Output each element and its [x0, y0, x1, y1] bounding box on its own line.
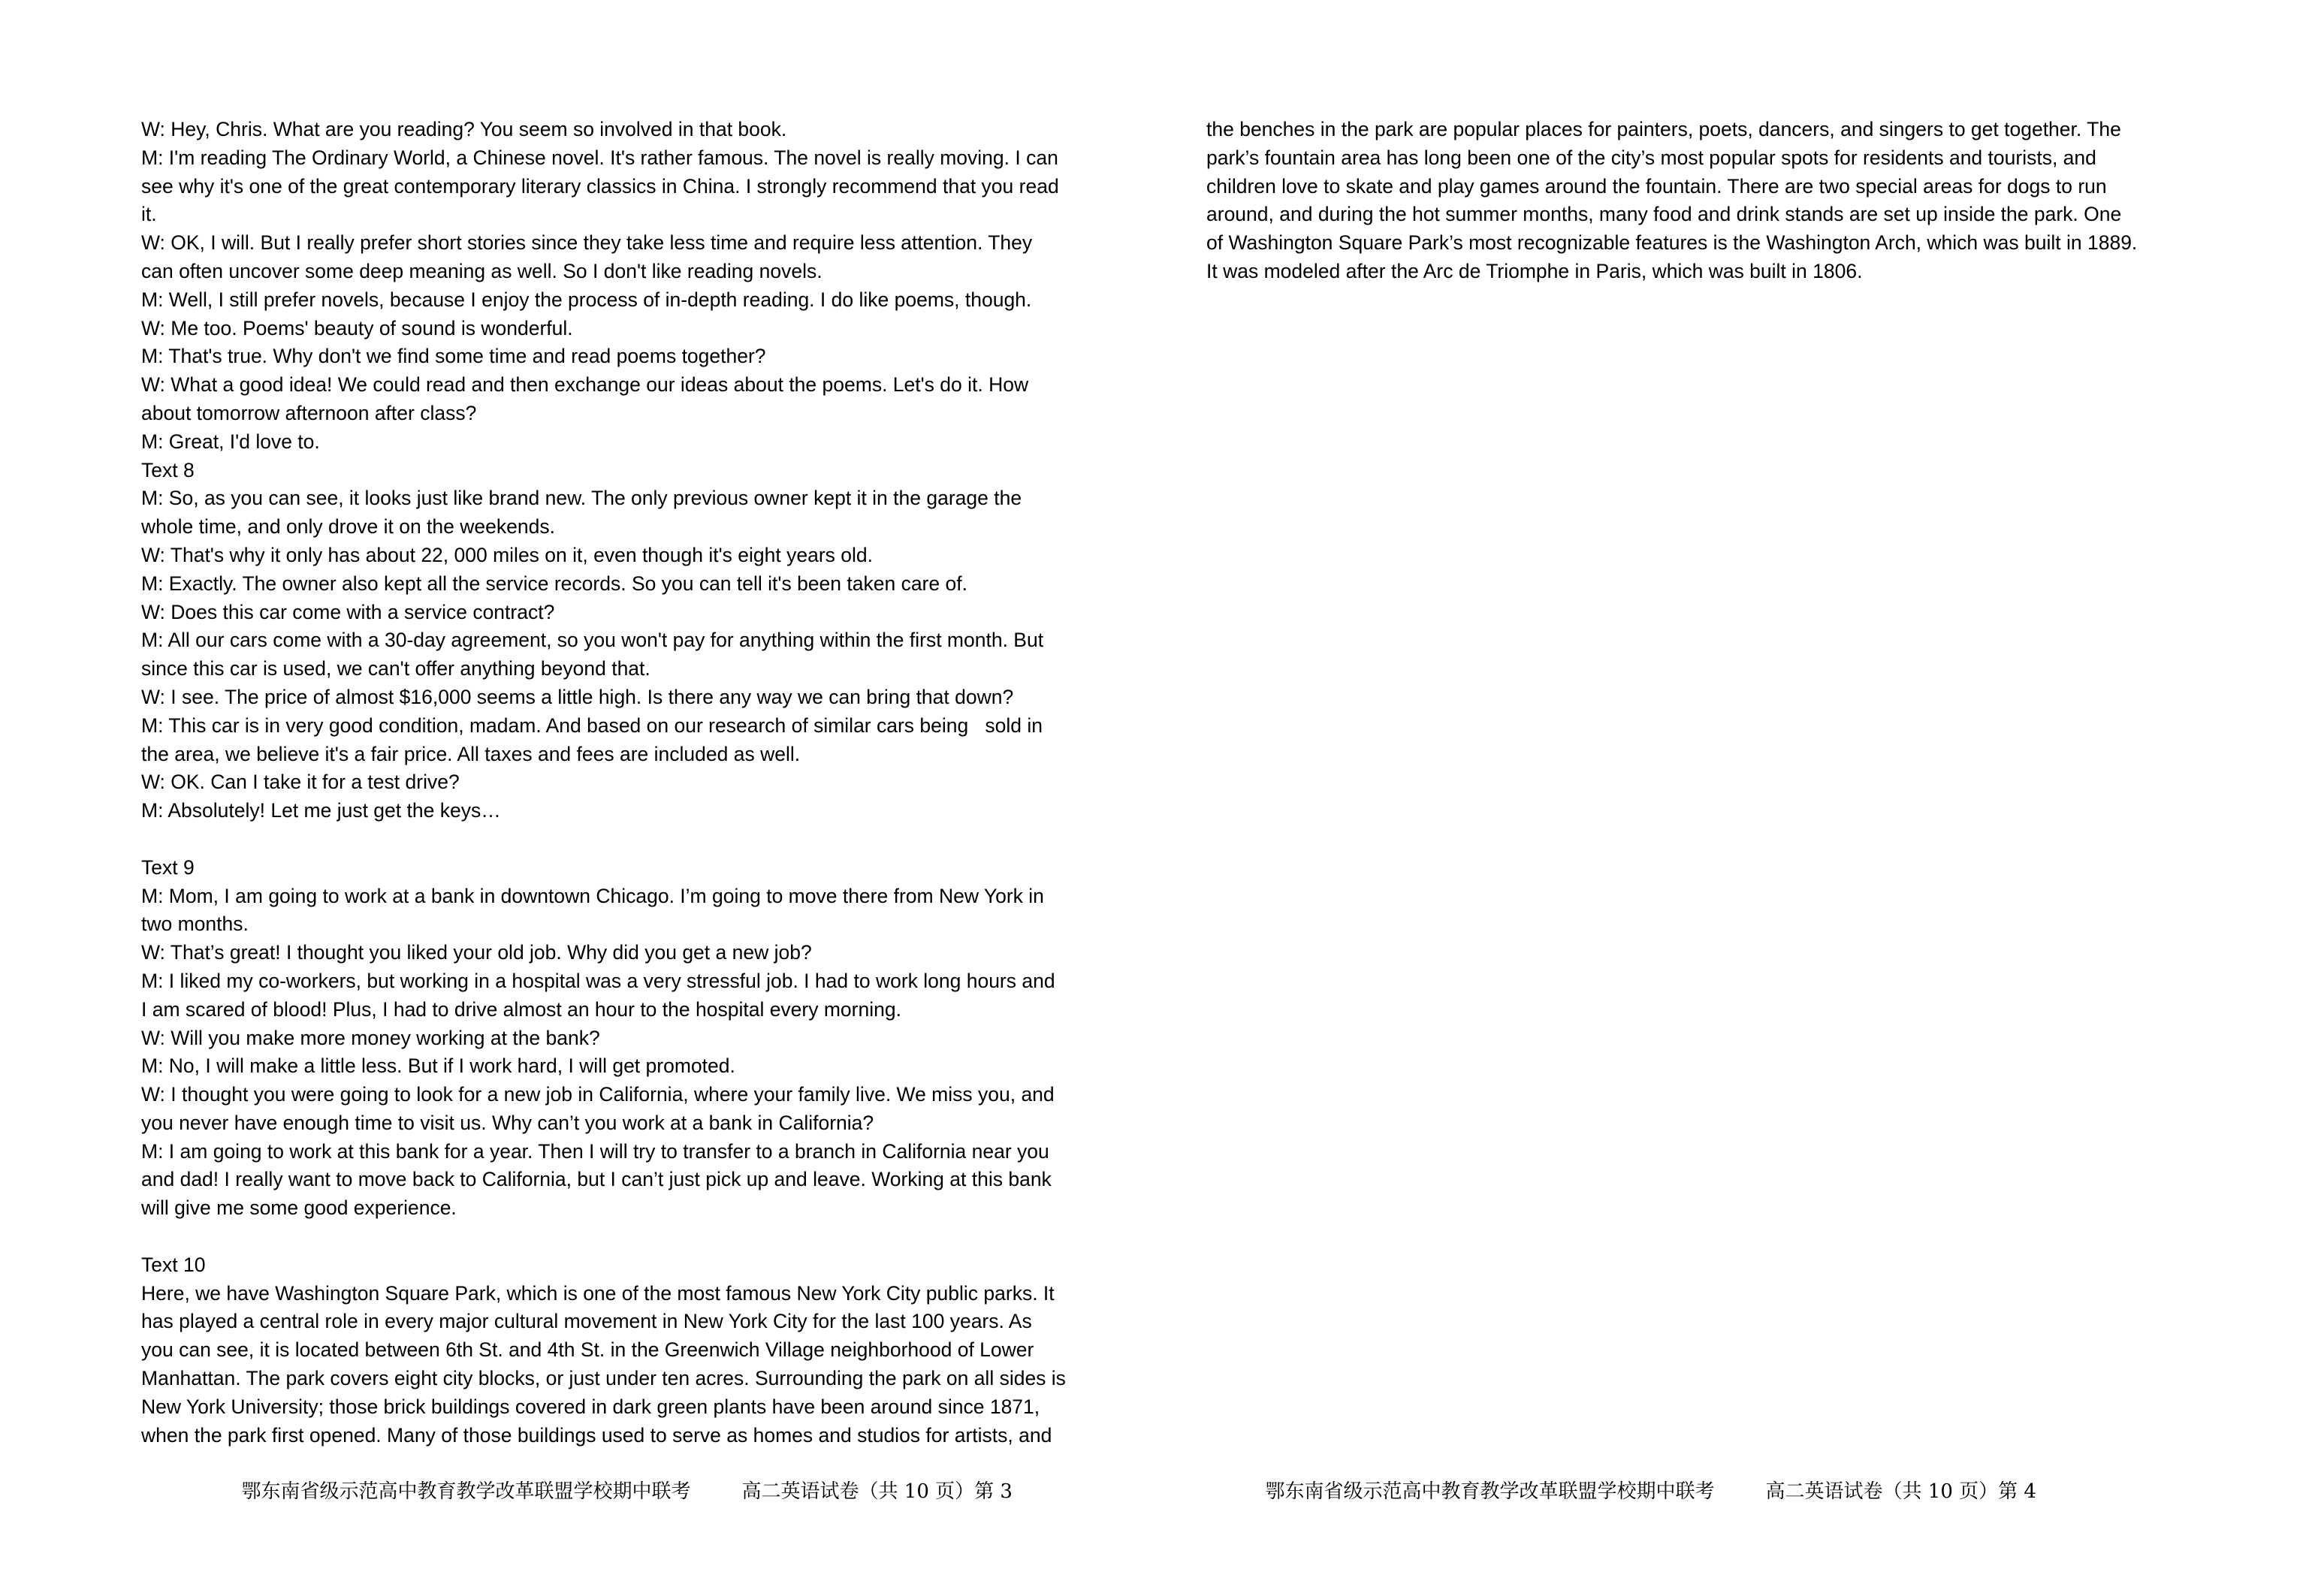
text-line: W: OK, I will. But I really prefer short stories since they take less time and require less attention. They — [141, 231, 1033, 255]
blank-line — [141, 825, 1140, 854]
text-line: has played a central role in every major cultural movement in New York City for the last 100 years. As — [141, 1310, 1032, 1333]
text-line: about tomorrow afternoon after class? — [141, 401, 477, 424]
text-line: W: Does this car come with a service contract? — [141, 600, 555, 623]
footer-school-name: 鄂东南省级示范高中教育教学改革联盟学校期中联考 — [241, 1480, 691, 1503]
text-line: it. — [141, 203, 157, 226]
page-4-text-column — [1206, 116, 2220, 286]
text-line: whole time, and only drove it on the weekends. — [141, 515, 555, 539]
footer-school-name: 鄂东南省级示范高中教育教学改革联盟学校期中联考 — [1265, 1480, 1715, 1503]
text-line: of Washington Square Park’s most recognizable features is the Washington Arch, which was built in 1889. — [1206, 231, 2138, 255]
page-3-text-column — [141, 116, 1140, 1450]
text-line: W: OK. Can I take it for a test drive? — [141, 771, 460, 794]
text-line: It was modeled after the Arc de Triomphe in Paris, which was built in 1806. — [1206, 259, 1863, 282]
text-line: since this car is used, we can't offer anything beyond that. — [141, 657, 650, 680]
text-line: M: So, as you can see, it looks just like brand new. The only previous owner kept it in the garage the — [141, 487, 1022, 510]
text-line: Manhattan. The park covers eight city blocks, or just under ten acres. Surrounding the park on all sides is — [141, 1367, 1066, 1390]
footer-page-info: 高二英语试卷（共 10 页）第 4 — [1765, 1480, 2036, 1503]
text-line: will give me some good experience. — [141, 1196, 457, 1220]
text-line: W: I thought you were going to look for a new job in California, where your family live. We miss you, and — [141, 1083, 1055, 1106]
text-line: Text 8 — [141, 458, 195, 481]
text-line: the benches in the park are popular places for painters, poets, dancers, and singers to get together. The — [1206, 118, 2121, 140]
page-4-footer — [1253, 1451, 2036, 1505]
text-line: M: That's true. Why don't we find some time and read poems together? — [141, 345, 766, 368]
text-line: around, and during the hot summer months, many food and drink stands are set up inside the park. One — [1206, 203, 2122, 226]
text-line: M: No, I will make a little less. But if I work hard, I will get promoted. — [141, 1054, 735, 1078]
text-line: I am scared of blood! Plus, I had to drive almost an hour to the hospital every morning. — [141, 997, 901, 1021]
text-line: two months. — [141, 913, 249, 936]
text-line: W: I see. The price of almost $16,000 seems a little high. Is there any way we can bring that down? — [141, 685, 1014, 708]
text-line: Text 9 — [141, 855, 195, 879]
text-line: M: I'm reading The Ordinary World, a Chinese novel. It's rather famous. The novel is really moving. I can — [141, 146, 1058, 169]
text-line: W: What a good idea! We could read and then exchange our ideas about the poems. Let's do it. How — [141, 373, 1029, 397]
text-line: M: Great, I'd love to. — [141, 430, 320, 453]
text-line: can often uncover some deep meaning as well. So I don't like reading novels. — [141, 259, 822, 282]
text-line: the area, we believe it's a fair price. All taxes and fees are included as well. — [141, 742, 801, 765]
text-line: M: This car is in very good condition, madam. And based on our research of similar cars being sold in — [141, 714, 1043, 737]
text-line: see why it's one of the great contemporary literary classics in China. I strongly recommend that you read — [141, 174, 1059, 198]
footer-page-info: 高二英语试卷（共 10 页）第 3 — [741, 1480, 1013, 1503]
text-line: M: I liked my co-workers, but working in a hospital was a very stressful job. I had to work long hours and — [141, 969, 1055, 992]
text-line: New York University; those brick buildings covered in dark green plants have been around since 1871, — [141, 1395, 1040, 1418]
text-line: W: That’s great! I thought you liked your old job. Why did you get a new job? — [141, 941, 812, 964]
blank-line — [141, 1223, 1140, 1251]
text-line: W: Me too. Poems' beauty of sound is wonderful. — [141, 316, 573, 339]
page-3-footer — [229, 1451, 1013, 1505]
text-line: you can see, it is located between 6th St. and 4th St. in the Greenwich Village neighborhood of Lower — [141, 1338, 1034, 1362]
text-line: M: Exactly. The owner also kept all the service records. So you can tell it's been taken care of. — [141, 572, 967, 595]
text-line: Here, we have Washington Square Park, which is one of the most famous New York City public parks. It — [141, 1281, 1055, 1305]
text-line: M: All our cars come with a 30-day agreement, so you won't pay for anything within the first month. But — [141, 629, 1044, 652]
text-line: you never have enough time to visit us. Why can’t you work at a bank in California? — [141, 1111, 874, 1134]
text-line: M: I am going to work at this bank for a year. Then I will try to transfer to a branch in California near you — [141, 1139, 1049, 1163]
text-line: M: Absolutely! Let me just get the keys… — [141, 799, 501, 822]
text-line: park’s fountain area has long been one of the city’s most popular spots for residents and tourists, and — [1206, 146, 2096, 169]
text-line: W: Hey, Chris. What are you reading? You seem so involved in that book. — [141, 118, 787, 140]
text-line: when the park first opened. Many of those buildings used to serve as homes and studios for artists, and — [141, 1423, 1052, 1447]
text-line: M: Well, I still prefer novels, because I enjoy the process of in-depth reading. I do like poems, though. — [141, 288, 1032, 311]
text-line: M: Mom, I am going to work at a bank in downtown Chicago. I’m going to move there from New York in — [141, 884, 1044, 907]
text-line: and dad! I really want to move back to California, but I can’t just pick up and leave. Working at this bank — [141, 1168, 1052, 1191]
text-line: Text 10 — [141, 1253, 206, 1276]
text-line: W: That's why it only has about 22, 000 miles on it, even though it's eight years old. — [141, 543, 873, 566]
text-line: children love to skate and play games around the fountain. There are two special areas for dogs to run — [1206, 174, 2107, 198]
text-line: W: Will you make more money working at the bank? — [141, 1026, 600, 1049]
